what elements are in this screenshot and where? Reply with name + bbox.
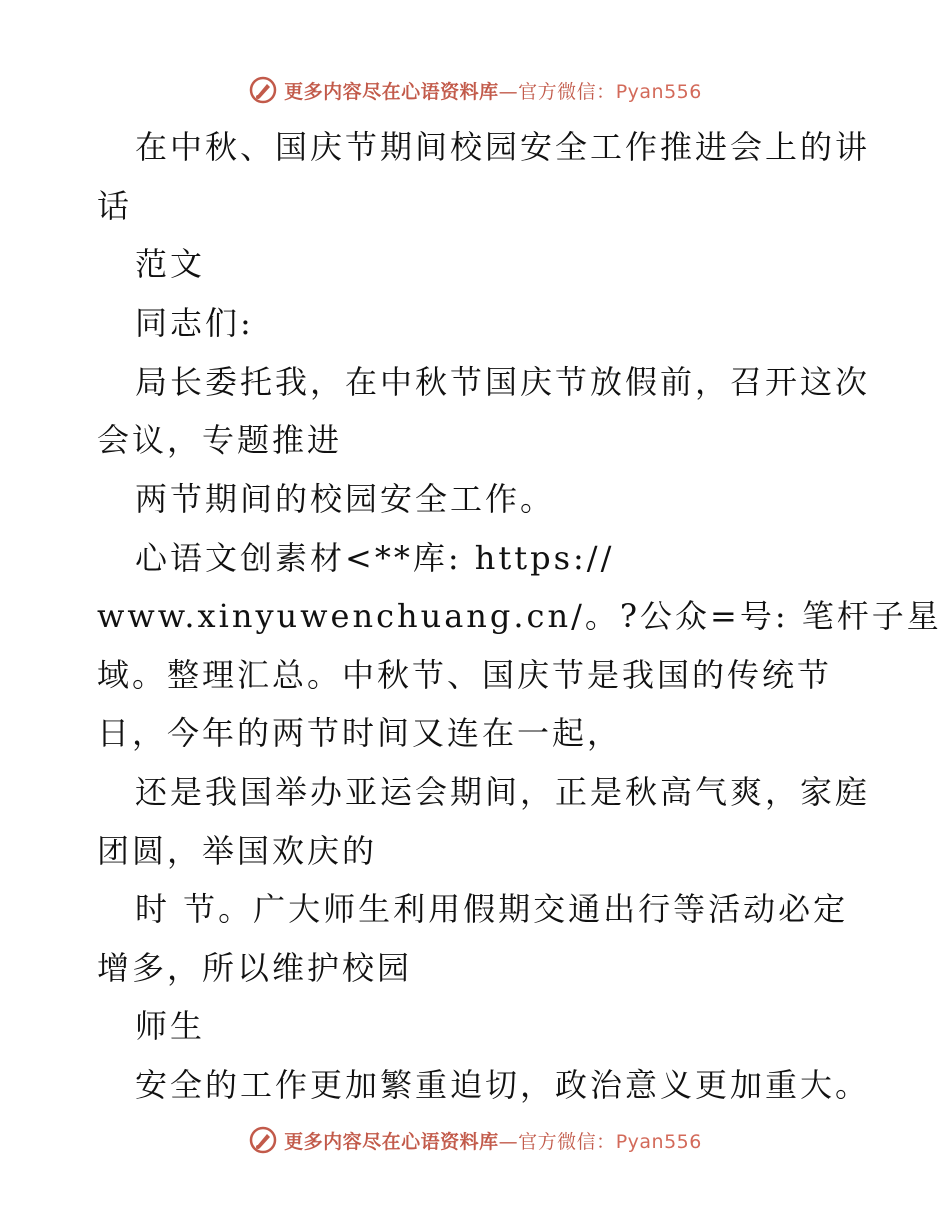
paragraph-line: 安全的工作更加繁重迫切，政治意义更加重大。: [135, 1066, 871, 1104]
paragraph-line: 团圆，举国欢庆的: [97, 832, 378, 870]
footer-banner-main: 更多内容尽在心语资料库: [284, 1130, 499, 1153]
footer-banner-text: [284, 1127, 702, 1154]
paragraph-line: 时 节。广大师生利用假期交通出行等活动必定: [135, 890, 849, 928]
paragraph-line: 师生: [135, 1007, 206, 1045]
footer-banner-dash: —: [498, 1130, 519, 1153]
pen-nib-logo-icon: [248, 75, 278, 105]
paragraph-line: 心语文创素材<**库: https://: [135, 539, 615, 577]
paragraph-line: 局长委托我，在中秋节国庆节放假前，召开这次: [135, 363, 871, 401]
footer-wechat-label: 官方微信：: [518, 1130, 616, 1153]
header-banner: [0, 70, 950, 110]
footer-banner: [0, 1120, 950, 1160]
header-wechat-label: 官方微信：: [518, 80, 616, 103]
document-subtitle: 范文: [135, 245, 206, 283]
pen-nib-logo-icon: [248, 1125, 278, 1155]
paragraph-line: 会议，专题推进: [97, 421, 343, 459]
salutation: 同志们:: [135, 304, 254, 342]
document-title-line-2: 话: [97, 187, 133, 225]
paragraph-line: 域。整理汇总。中秋节、国庆节是我国的传统节: [97, 656, 833, 694]
paragraph-line: 日，今年的两节时间又连在一起，: [97, 714, 623, 752]
header-banner-dash: —: [498, 80, 519, 103]
header-banner-text: [284, 77, 702, 104]
document-title-line-1: 在中秋、国庆节期间校园安全工作推进会上的讲: [135, 128, 871, 166]
header-wechat-id: Pyan556: [615, 80, 702, 103]
paragraph-line: 增多，所以维护校园: [97, 949, 413, 987]
paragraph-line: 两节期间的校园安全工作。: [135, 480, 556, 518]
paragraph-line: 还是我国举办亚运会期间，正是秋高气爽，家庭: [135, 773, 871, 811]
header-banner-main: 更多内容尽在心语资料库: [284, 80, 499, 103]
paragraph-line: www.xinyuwenchuang.cn/。?公众=号: 笔杆子星: [97, 597, 942, 635]
footer-wechat-id: Pyan556: [615, 1130, 702, 1153]
